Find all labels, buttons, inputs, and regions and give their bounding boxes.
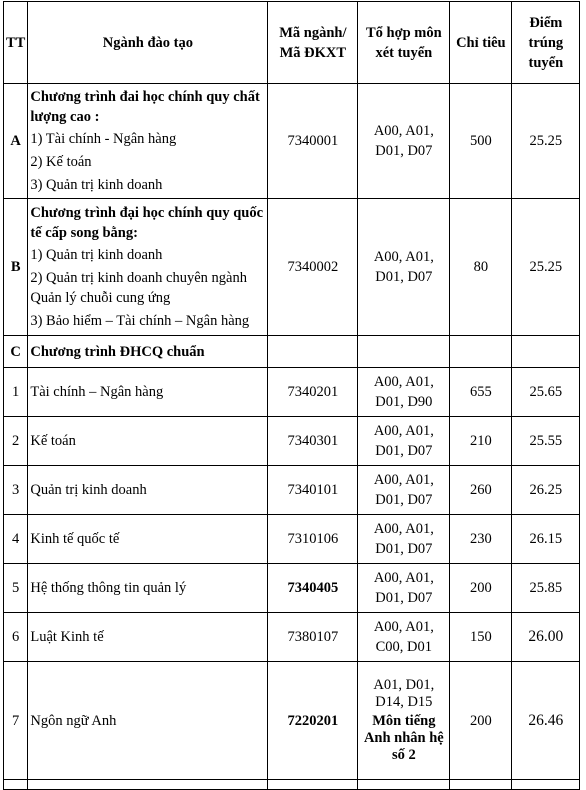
- row-combo: A01, D01, D14, D15: [373, 677, 435, 710]
- table-row: [4, 515, 580, 564]
- row-tt: 6: [4, 613, 28, 662]
- group-b-combo: A00, A01, D01, D07: [358, 199, 450, 336]
- group-b-item-2: 2) Quản trị kinh doanh chuyên ngành Quản lý chuỗi cung ứng: [30, 270, 247, 306]
- row-code: 7340301: [268, 417, 358, 466]
- header-code: Mã ngành/ Mã ĐKXT: [268, 2, 358, 84]
- group-c-empty-score: [512, 336, 580, 368]
- row-combo-note: Môn tiếng Anh nhân hệ số 2: [363, 713, 444, 763]
- group-b-item-1: 1) Quản trị kinh doanh: [30, 247, 163, 263]
- group-a-tt: A: [4, 84, 28, 199]
- group-a-major: [28, 84, 268, 199]
- group-a-row: [4, 84, 580, 199]
- group-b-major: [28, 199, 268, 336]
- table-row: [4, 662, 580, 780]
- row-code: 7310106: [268, 515, 358, 564]
- group-b-score: 25.25: [512, 199, 580, 336]
- group-b-quota: 80: [450, 199, 512, 336]
- cutoff-cell: [512, 780, 580, 790]
- row-quota: 150: [450, 613, 512, 662]
- header-score: Điểm trúng tuyển: [512, 2, 580, 84]
- row-tt: 2: [4, 417, 28, 466]
- group-a-item-3: 3) Quản trị kinh doanh: [30, 177, 163, 193]
- group-b-row: [4, 199, 580, 336]
- row-score: 25.55: [512, 417, 580, 466]
- table-row: [4, 564, 580, 613]
- table-row: [4, 613, 580, 662]
- table-row-cutoff: [4, 780, 580, 790]
- cutoff-cell: [4, 780, 28, 790]
- row-code: 7340201: [268, 368, 358, 417]
- group-a-score: 25.25: [512, 84, 580, 199]
- group-c-tt: C: [4, 336, 28, 368]
- table-row: [4, 417, 580, 466]
- table-row: [4, 368, 580, 417]
- row-combo: A00, A01, D01, D90: [358, 368, 450, 417]
- row-quota: 200: [450, 662, 512, 780]
- row-tt: 3: [4, 466, 28, 515]
- row-code: 7220201: [268, 662, 358, 780]
- group-c-empty-combo: [358, 336, 450, 368]
- row-major: Ngôn ngữ Anh: [28, 662, 268, 780]
- cutoff-cell: [358, 780, 450, 790]
- cutoff-cell: [268, 780, 358, 790]
- row-tt: 1: [4, 368, 28, 417]
- row-quota: 200: [450, 564, 512, 613]
- row-tt: 5: [4, 564, 28, 613]
- row-code: 7380107: [268, 613, 358, 662]
- group-a-item-2: 2) Kế toán: [30, 154, 92, 170]
- row-score: 26.00: [512, 613, 580, 662]
- row-major: Hệ thống thông tin quản lý: [28, 564, 268, 613]
- group-a-title: Chương trình đai học chính quy chất lượng cao :: [30, 89, 260, 125]
- row-major: Quản trị kinh doanh: [28, 466, 268, 515]
- group-b-tt: B: [4, 199, 28, 336]
- cutoff-cell: [28, 780, 268, 790]
- group-b-item-3: 3) Bảo hiểm – Tài chính – Ngân hàng: [30, 313, 250, 329]
- group-c-row: [4, 336, 580, 368]
- group-c-title: Chương trình ĐHCQ chuẩn: [28, 336, 268, 368]
- row-combo: A00, A01, D01, D07: [358, 466, 450, 515]
- group-a-quota: 500: [450, 84, 512, 199]
- header-combo: Tổ hợp môn xét tuyển: [358, 2, 450, 84]
- row-combo: A00, A01, D01, D07: [358, 515, 450, 564]
- group-a-code: 7340001: [268, 84, 358, 199]
- group-c-empty-quota: [450, 336, 512, 368]
- row-quota: 230: [450, 515, 512, 564]
- group-a-combo: A00, A01, D01, D07: [358, 84, 450, 199]
- row-tt: 4: [4, 515, 28, 564]
- row-score: 26.25: [512, 466, 580, 515]
- row-major: Kế toán: [28, 417, 268, 466]
- table-row: [4, 466, 580, 515]
- header-row: [4, 2, 580, 84]
- group-b-code: 7340002: [268, 199, 358, 336]
- group-a-item-1: 1) Tài chính - Ngân hàng: [30, 131, 177, 147]
- row-major: Luật Kinh tế: [28, 613, 268, 662]
- row-quota: 210: [450, 417, 512, 466]
- group-c-empty-code: [268, 336, 358, 368]
- header-major: Ngành đào tạo: [28, 2, 268, 84]
- row-major: Tài chính – Ngân hàng: [28, 368, 268, 417]
- row-score: 26.46: [512, 662, 580, 780]
- admission-table: [3, 1, 580, 790]
- row-tt: 7: [4, 662, 28, 780]
- header-tt: TT: [4, 2, 28, 84]
- row-quota: 655: [450, 368, 512, 417]
- row-code: 7340405: [268, 564, 358, 613]
- row-major: Kinh tế quốc tế: [28, 515, 268, 564]
- row-score: 25.85: [512, 564, 580, 613]
- row-combo: A00, A01, C00, D01: [358, 613, 450, 662]
- row-code: 7340101: [268, 466, 358, 515]
- cutoff-cell: [450, 780, 512, 790]
- header-quota: Chỉ tiêu: [450, 2, 512, 84]
- row-quota: 260: [450, 466, 512, 515]
- row-score: 25.65: [512, 368, 580, 417]
- group-b-title: Chương trình đại học chính quy quốc tế cấp song bằng:: [30, 205, 264, 241]
- row-combo: A00, A01, D01, D07: [358, 564, 450, 613]
- row-score: 26.15: [512, 515, 580, 564]
- row-combo: A00, A01, D01, D07: [358, 417, 450, 466]
- row-combo-cell: [358, 662, 450, 780]
